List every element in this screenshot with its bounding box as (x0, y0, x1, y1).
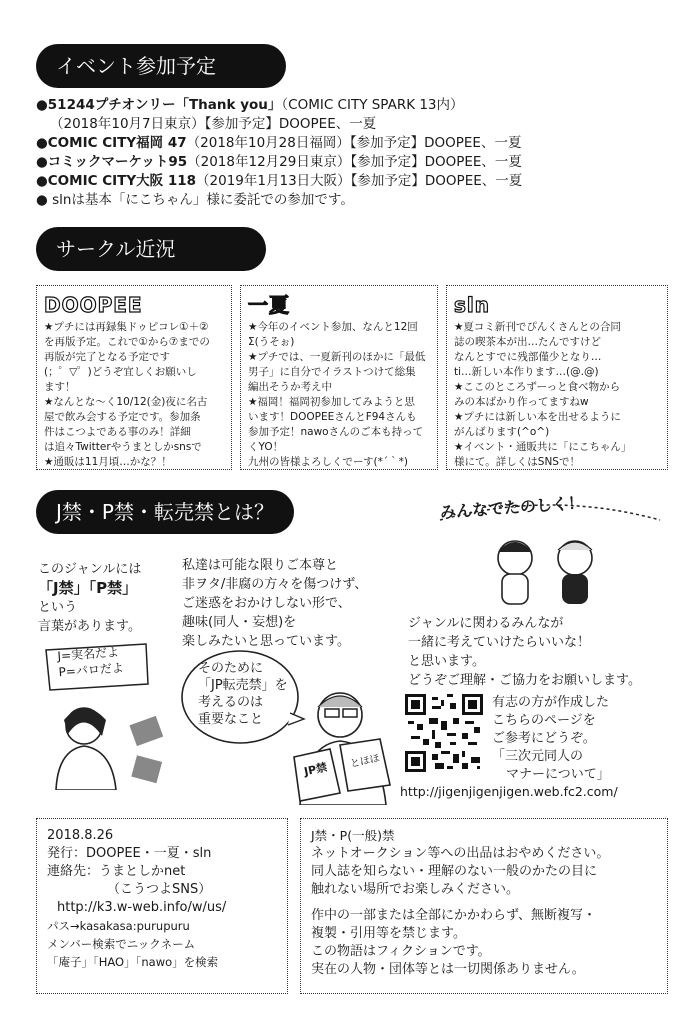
circle-news-line: ★通販は11月頃…かな？！ (44, 456, 172, 468)
circle-news-line: を再版予定。これで①から⑦までの (44, 336, 210, 348)
colophon-box (36, 818, 288, 994)
circle-news-line: (；゜▽゜)どうぞ宜しくお願いし (44, 366, 197, 378)
circle-news-line: なんとすでに残部僅少となり… (454, 351, 602, 363)
circle-news-line: ★プチには再録集ドゥピコレ①＋② (44, 321, 209, 333)
circle-news-line: ★プチでは、一夏新刊のほかに「最低 (248, 351, 426, 363)
notice-line (311, 899, 657, 907)
events-banner: イベント参加予定 (36, 44, 286, 88)
circle-news-line: 編出そうか考え中 (248, 381, 332, 393)
circle-news-line: 屋で飲み会する予定です。参加条 (44, 411, 201, 423)
circle-name: sln (454, 293, 490, 317)
circle-news-line: ★プチには新しい本を出せるように (454, 411, 621, 423)
circle-card-ichika (240, 285, 438, 470)
rules-request: ジャンルに関わるみんなが 一緒に考えていけたらいいな！ と思います。 どうぞご理解・ご協力をお願いします。 (408, 616, 641, 688)
event-row: ●51244プチオンリー「Thank you」（COMIC CITY SPARK 13内） (36, 97, 464, 113)
circle-news-line: くYO！ (248, 441, 284, 453)
circle-news-line: 男子」に自分でイラストつけて総集 (248, 366, 416, 378)
circle-card-doopee (36, 285, 232, 470)
slogan: みんなでたのしく！ (439, 493, 585, 522)
events-list (36, 96, 676, 210)
event-row: ● slnは基本「にこちゃん」様に委託での参加です。 (36, 192, 354, 208)
circle-name: DOOPEE (44, 293, 143, 317)
circle-news-line: ★夏コミ新刊でぴんくさんとの合同 (454, 321, 621, 333)
book-label: JP禁 (302, 760, 329, 779)
event-row: ●COMIC CITY福岡 47（2018年10月28日福岡）【参加予定】DOOPEE、一夏 (36, 135, 522, 151)
notice-line: 作中の一部または全部にかかわらず、無断複写・ (311, 908, 596, 923)
rules-statement: 私達は可能な限りご本尊と 非ヲタ/非腐の方々を傷つけず、 ご迷惑をおかけしない形で、 趣味(同人・妄想)を 楽しみたいと思っています。 (182, 558, 368, 649)
circle-name: 一夏 (248, 293, 290, 317)
qr-description: 有志の方が作成した こちらのページを ご参考にどうぞ。 「三次元同人の マナーについて」 (492, 695, 610, 782)
circle-news-line: 参加予定！nawoさんのご本も持って (248, 426, 424, 438)
member-search: メンバー検索でニックネーム (47, 937, 196, 951)
contact-url[interactable]: http://k3.w-web.info/w/us/ (57, 900, 227, 915)
notice-box (300, 818, 668, 994)
circle-news-banner: サークル近況 (36, 227, 266, 271)
notice-line: 触れない場所でお楽しみください。 (311, 882, 520, 897)
circle-news-line: は追々Twitterやうまとしかsnsで (44, 441, 202, 453)
issue-date: 2018.8.26 (47, 828, 114, 843)
notice-line: 複製・引用等を禁じます。 (311, 926, 466, 941)
circle-news-line: 様にて。詳しくはSNSで！ (454, 456, 580, 468)
notice-line: 同人誌を知らない・理解のない一般のかたの目に (311, 864, 598, 879)
notice-line: この物語はフィクションです。 (311, 944, 491, 959)
circle-news-line: 九州の皆様よろしくでーす(*´｀*) (248, 456, 408, 468)
circle-news-line: がんばります(^o^) (454, 426, 550, 438)
notice-title: J禁・P(一般)禁 (311, 828, 395, 843)
circle-news-line: 誌の喫茶本が出…たんですけど (454, 336, 601, 348)
circle-news-line: 件はこつよである事のみ！詳細 (44, 426, 191, 438)
notice-line: ネットオークション等への出品はおやめください。 (311, 846, 610, 861)
contact: 連絡先：うまとしかnet (47, 864, 186, 879)
notice-line: 実在の人物・団体等とは一切関係ありません。 (311, 962, 585, 977)
qr-code[interactable] (405, 694, 483, 772)
event-row: ●COMIC CITY大阪 118（2019年1月13日大阪）【参加予定】DOOPEE、一夏 (36, 173, 523, 189)
circle-news-line: ★なんとな～く10/12(金)夜に名古 (44, 396, 208, 408)
contact-sub: （こうつよSNS） (107, 882, 212, 897)
event-row: ●コミックマーケット95（2018年12月29日東京）【参加予定】DOOPEE、一夏 (36, 154, 522, 170)
book-label-2: とほほ (349, 753, 381, 770)
rules-intro: このジャンルには 「J禁」「P禁」 という 言葉があります。 (38, 562, 142, 634)
manners-url[interactable]: http://jigenjigenjigen.web.fc2.com/ (400, 784, 618, 799)
circle-news-line: Σ(うそぉ) (248, 336, 295, 348)
circle-news-line: います！DOOPEEさんとF94さんも (248, 411, 417, 423)
circle-news-line: ★ここのところずーっと食べ物から (454, 381, 621, 393)
circle-news-line: みの本ばかり作ってますねw (454, 396, 589, 408)
circle-news-line: 再版が完了となる予定です (44, 351, 170, 363)
nickname-search: 「庵子」「HAO」「nawo」を検索 (47, 955, 219, 969)
circle-news-line: ます！ (44, 381, 76, 393)
issuer: 発行：DOOPEE・一夏・sln (47, 846, 212, 861)
sign-note: J=実名だよ P=パロだよ (57, 645, 125, 680)
event-row: （2018年10月7日東京）【参加予定】DOOPEE、一夏 (50, 116, 377, 132)
circle-news-line: ★福岡！福岡初参加してみようと思 (248, 396, 415, 408)
circle-news-line: ★イベント・通販共に「にこちゃん」 (454, 441, 632, 453)
rules-banner: J禁・P禁・転売禁とは？ (36, 490, 294, 534)
password: パス→kasakasa:purupuru (47, 919, 190, 933)
circle-news-line: ★今年のイベント参加、なんと12回 (248, 321, 418, 333)
circle-news-line: ti…新しい本作ります…(@.@) (454, 366, 599, 378)
speech-bubble-text: そのために 「JP転売禁」を 考えるのは 重要なこと (198, 661, 288, 727)
circle-card-sln (446, 285, 668, 470)
